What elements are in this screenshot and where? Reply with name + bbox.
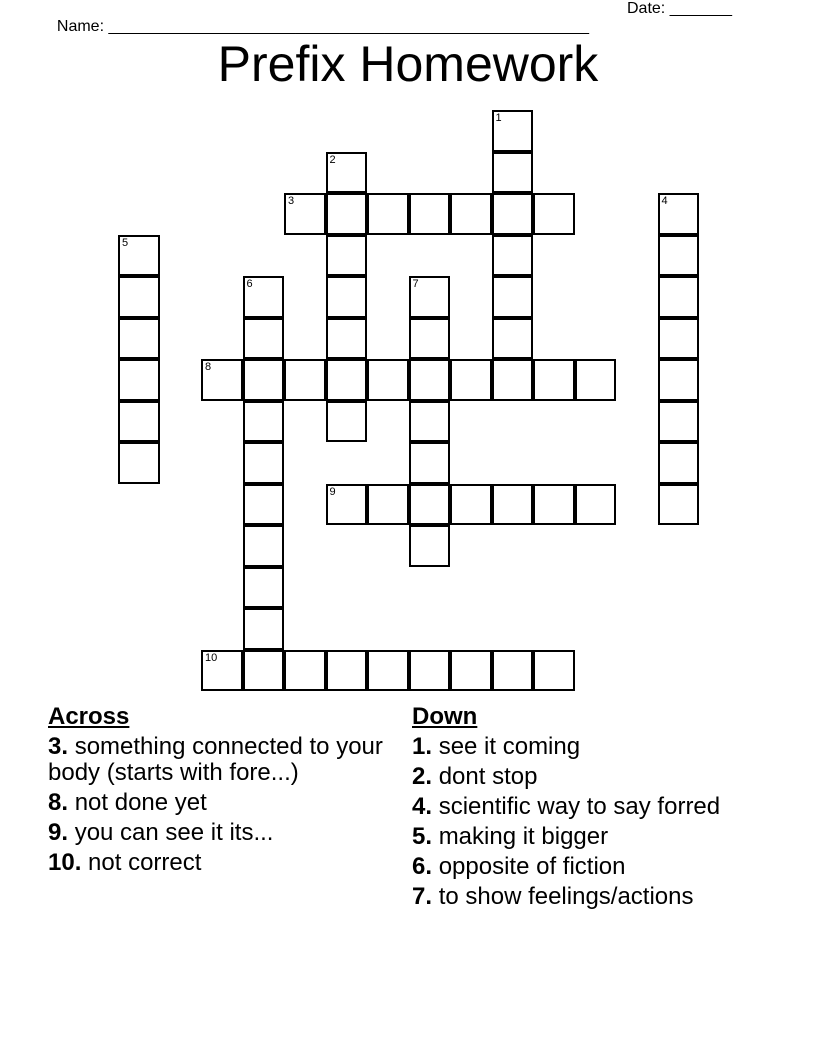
crossword-cell[interactable] — [118, 401, 160, 443]
crossword-cell[interactable] — [658, 359, 700, 401]
crossword-cell[interactable] — [533, 484, 575, 526]
crossword-cell[interactable] — [326, 650, 368, 692]
crossword-cell[interactable] — [533, 650, 575, 692]
crossword-cell[interactable] — [492, 193, 534, 235]
crossword-cell[interactable] — [326, 152, 368, 194]
crossword-cell[interactable] — [658, 193, 700, 235]
crossword-cell[interactable] — [492, 152, 534, 194]
clue-text: see it coming — [438, 733, 581, 760]
crossword-cell[interactable] — [243, 442, 285, 484]
crossword-cell[interactable] — [450, 484, 492, 526]
clue-text: not correct — [88, 849, 202, 876]
crossword-cell[interactable] — [326, 193, 368, 235]
crossword-cell[interactable] — [367, 650, 409, 692]
clue-down-7 — [412, 884, 752, 910]
crossword-cell[interactable] — [658, 276, 700, 318]
date-field[interactable]: Date: _______ — [627, 0, 732, 17]
clue-text: not done yet — [74, 789, 207, 816]
crossword-cell[interactable] — [367, 484, 409, 526]
crossword-cell[interactable] — [326, 401, 368, 443]
crossword-cell[interactable] — [118, 318, 160, 360]
clue-number: 4. — [412, 793, 433, 820]
clue-number: 2. — [412, 763, 433, 790]
across-clues — [48, 703, 398, 880]
crossword-cell[interactable] — [367, 359, 409, 401]
crossword-cell[interactable] — [492, 110, 534, 152]
crossword-cell[interactable] — [450, 193, 492, 235]
cell-number: 3 — [288, 195, 295, 207]
clue-text: scientific way to say forred — [438, 793, 721, 820]
clue-down-2 — [412, 764, 752, 790]
crossword-cell[interactable] — [533, 193, 575, 235]
crossword-cell[interactable] — [284, 193, 326, 235]
crossword-cell[interactable] — [243, 318, 285, 360]
cell-number: 5 — [122, 236, 129, 249]
clue-text: opposite of fiction — [438, 853, 626, 880]
crossword-cell[interactable] — [450, 650, 492, 692]
across-heading: Across — [48, 703, 130, 730]
crossword-cell[interactable] — [409, 484, 451, 526]
crossword-cell[interactable] — [409, 401, 451, 443]
crossword-cell[interactable] — [658, 235, 700, 277]
clue-down-4 — [412, 794, 752, 820]
cell-number: 1 — [495, 112, 502, 124]
clue-number: 8. — [48, 789, 69, 816]
crossword-cell[interactable] — [533, 359, 575, 401]
crossword-cell[interactable] — [243, 525, 285, 567]
clue-text: something connected to your body (starts with fore...) — [48, 733, 383, 786]
crossword-cell[interactable] — [409, 525, 451, 567]
name-field[interactable]: Name: ______________________________________________________ — [56, 18, 589, 35]
crossword-cell[interactable] — [575, 359, 617, 401]
clue-number: 1. — [412, 733, 433, 760]
cell-number: 10 — [205, 651, 218, 664]
clue-number: 3. — [48, 733, 69, 760]
crossword-cell[interactable] — [492, 484, 534, 526]
cell-number: 9 — [329, 485, 336, 498]
crossword-cell[interactable] — [243, 401, 285, 443]
cell-number: 4 — [661, 195, 668, 207]
crossword-cell[interactable] — [492, 359, 534, 401]
down-clues — [412, 703, 752, 914]
crossword-cell[interactable] — [118, 442, 160, 484]
crossword-cell[interactable] — [243, 276, 285, 318]
clue-across-10 — [48, 850, 398, 876]
crossword-cell[interactable] — [367, 193, 409, 235]
crossword-cell[interactable] — [326, 359, 368, 401]
crossword-cell[interactable] — [284, 359, 326, 401]
crossword-cell[interactable] — [492, 650, 534, 692]
crossword-cell[interactable] — [326, 235, 368, 277]
crossword-cell[interactable] — [409, 359, 451, 401]
clue-text: making it bigger — [438, 823, 609, 850]
cell-number: 7 — [412, 278, 419, 290]
page-title: Prefix Homework — [217, 36, 599, 92]
crossword-cell[interactable] — [326, 484, 368, 526]
crossword-cell[interactable] — [326, 318, 368, 360]
crossword-cell[interactable] — [243, 359, 285, 401]
crossword-cell[interactable] — [326, 276, 368, 318]
crossword-cell[interactable] — [575, 484, 617, 526]
crossword-cell[interactable] — [658, 442, 700, 484]
clue-number: 6. — [412, 853, 433, 880]
clue-down-1 — [412, 734, 752, 760]
crossword-cell[interactable] — [243, 608, 285, 650]
crossword-cell[interactable] — [409, 276, 451, 318]
clue-number: 10. — [48, 849, 82, 876]
crossword-cell[interactable] — [492, 318, 534, 360]
crossword-cell[interactable] — [409, 193, 451, 235]
clue-number: 9. — [48, 819, 69, 846]
crossword-cell[interactable] — [243, 650, 285, 692]
crossword-cell[interactable] — [658, 484, 700, 526]
crossword-cell[interactable] — [492, 235, 534, 277]
crossword-cell[interactable] — [118, 276, 160, 318]
crossword-cell[interactable] — [450, 359, 492, 401]
crossword-cell[interactable] — [284, 650, 326, 692]
crossword-cell[interactable] — [658, 318, 700, 360]
crossword-cell[interactable] — [409, 442, 451, 484]
crossword-cell[interactable] — [243, 484, 285, 526]
clue-across-3 — [48, 734, 398, 786]
crossword-cell[interactable] — [201, 359, 243, 401]
clue-down-5 — [412, 824, 752, 850]
crossword-cell[interactable] — [201, 650, 243, 692]
clue-down-6 — [412, 854, 752, 880]
crossword-cell[interactable] — [492, 276, 534, 318]
clue-text: dont stop — [438, 763, 538, 790]
crossword-cell[interactable] — [118, 235, 160, 277]
clue-text: you can see it its... — [74, 819, 274, 846]
cell-number: 8 — [205, 361, 212, 373]
crossword-cell[interactable] — [658, 401, 700, 443]
clue-across-9 — [48, 820, 398, 846]
crossword-cell[interactable] — [243, 567, 285, 609]
crossword-cell[interactable] — [409, 318, 451, 360]
down-heading: Down — [412, 703, 478, 730]
clue-across-8 — [48, 790, 398, 816]
clue-number: 7. — [412, 883, 433, 910]
crossword-cell[interactable] — [118, 359, 160, 401]
cell-number: 2 — [329, 153, 336, 166]
clue-text: to show feelings/actions — [438, 883, 694, 910]
cell-number: 6 — [246, 278, 253, 290]
crossword-cell[interactable] — [409, 650, 451, 692]
clue-number: 5. — [412, 823, 433, 850]
